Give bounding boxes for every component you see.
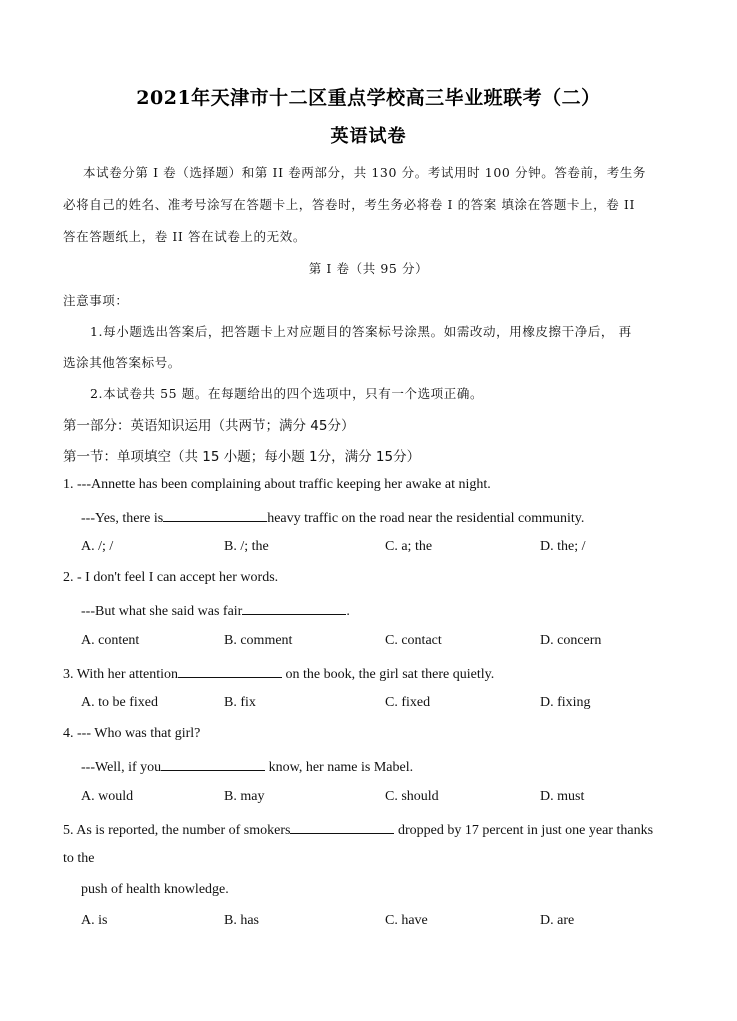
question-5-option-d: D. are — [540, 913, 575, 928]
volume-heading: 第 I 卷（共 95 分） — [308, 261, 429, 276]
prompt-text: dropped by 17 percent in just one year thanks — [394, 823, 654, 838]
part-1-heading: 第一部分：英语知识运用（共两节；满分 45分） — [63, 418, 355, 434]
question-5-option-a: A. is — [81, 913, 108, 928]
question-4-option-d: D. must — [540, 789, 585, 804]
section-1-heading: 第一节：单项填空（共 15 小题；每小题 1分，满分 15分） — [63, 449, 421, 465]
intro-line-3: 答在答题纸上，卷 II 答在试卷上的无效。 — [63, 229, 306, 244]
question-3-option-c: C. fixed — [385, 695, 431, 710]
note-1-line-1: 1.每小题选出答案后，把答题卡上对应题目的答案标号涂黑。如需改动，用橡皮擦干净后， 再 — [90, 324, 632, 339]
reply-text: heavy traffic on the road near the residential community. — [267, 511, 585, 526]
reply-text: . — [346, 604, 350, 619]
question-4-reply — [81, 757, 413, 776]
question-4-option-c: C. should — [385, 789, 439, 804]
question-1-option-b: B. /; the — [224, 539, 269, 554]
exam-title: 2021年天津市十二区重点学校高三毕业班联考（二） — [136, 87, 601, 109]
question-2-option-c: C. contact — [385, 633, 442, 648]
answer-blank — [163, 508, 267, 522]
answer-blank — [242, 601, 346, 615]
reply-text: ---Yes, there is — [81, 511, 164, 526]
question-3-prompt — [63, 664, 494, 683]
question-4-prompt: 4. --- Who was that girl? — [63, 726, 201, 741]
question-2-option-a: A. content — [81, 633, 140, 648]
question-2-prompt: 2. - I don't feel I can accept her words. — [63, 570, 279, 585]
question-4-option-a: A. would — [81, 789, 134, 804]
question-3-option-d: D. fixing — [540, 695, 591, 710]
question-2-reply — [81, 601, 350, 620]
reply-text: ---But what she said was fair — [81, 604, 243, 619]
answer-blank — [178, 664, 282, 678]
question-1-option-a: A. /; / — [81, 539, 114, 554]
reply-text: know, her name is Mabel. — [265, 760, 414, 775]
answer-blank — [161, 757, 265, 771]
prompt-text: 5. As is reported, the number of smokers — [63, 823, 291, 838]
question-2-option-b: B. comment — [224, 633, 293, 648]
question-5-option-c: C. have — [385, 913, 428, 928]
note-2: 2.本试卷共 55 题。在每题给出的四个选项中，只有一个选项正确。 — [90, 386, 484, 401]
question-4-option-b: B. may — [224, 789, 265, 804]
question-1-reply — [81, 508, 584, 527]
answer-blank — [290, 820, 394, 834]
question-5-prompt-cont-2: push of health knowledge. — [81, 882, 229, 897]
question-1-prompt: 1. ---Annette has been complaining about traffic keeping her awake at night. — [63, 477, 491, 492]
question-1-option-d: D. the; / — [540, 539, 586, 554]
question-1-option-c: C. a; the — [385, 539, 433, 554]
intro-line-1: 本试卷分第 I 卷（选择题）和第 II 卷两部分，共 130 分。考试用时 100 分钟。答卷前，考生务 — [83, 165, 647, 180]
question-5-option-b: B. has — [224, 913, 259, 928]
notes-heading: 注意事项： — [63, 293, 129, 308]
prompt-text: on the book, the girl sat there quietly. — [282, 667, 495, 682]
exam-subtitle: 英语试卷 — [330, 126, 407, 147]
question-3-option-a: A. to be fixed — [81, 695, 158, 710]
note-1-line-2: 选涂其他答案标号。 — [63, 355, 181, 370]
question-5-prompt-cont: to the — [63, 851, 95, 866]
intro-line-2: 必将自己的姓名、准考号涂写在答题卡上，答卷时，考生务必将卷 I 的答案 填涂在答题卡上，卷 II — [63, 197, 636, 212]
reply-text: ---Well, if you — [81, 760, 162, 775]
question-5-prompt — [63, 820, 653, 839]
prompt-text: 3. With her attention — [63, 667, 179, 682]
question-3-option-b: B. fix — [224, 695, 256, 710]
question-2-option-d: D. concern — [540, 633, 602, 648]
